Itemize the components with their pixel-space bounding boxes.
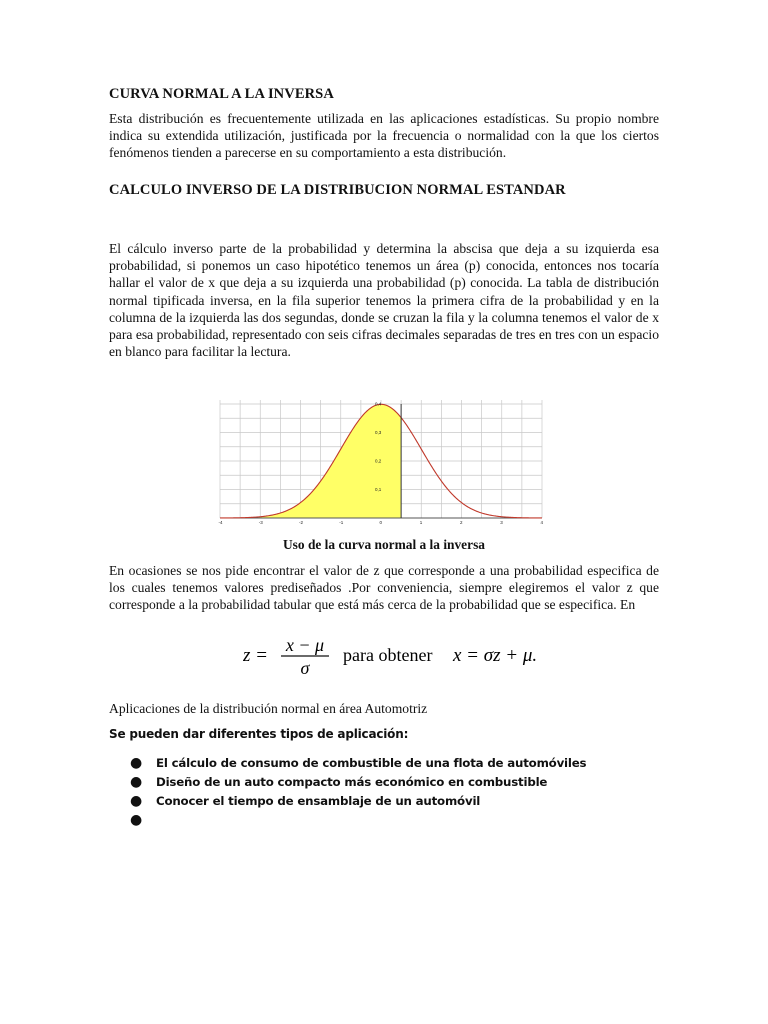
formula-rhs: x = σz + μ. <box>453 645 538 666</box>
list-item: ● Diseño de un auto compacto más económico en combustible <box>130 774 548 790</box>
formula-numerator: x − μ <box>285 635 325 655</box>
formula-denominator: σ <box>300 658 310 676</box>
x-tick-label: 3 <box>500 520 503 525</box>
figure-caption: Uso de la curva normal a la inversa <box>283 537 485 552</box>
apps-list <box>130 754 586 830</box>
heading-curva-normal: CURVA NORMAL A LA INVERSA <box>109 86 334 102</box>
x-tick-label: 1 <box>419 520 423 525</box>
bullet-icon: ● <box>130 793 143 809</box>
formula-z-lhs: z = <box>243 645 268 666</box>
y-tick-label: 0,2 <box>375 458 382 464</box>
bullet-icon: ● <box>130 774 143 790</box>
bullet-icon: ● <box>130 755 143 771</box>
y-tick-label: 0,3 <box>375 430 382 435</box>
x-tick-label: 4 <box>540 520 544 525</box>
normal-curve-chart <box>214 394 548 526</box>
paragraph-calculo: El cálculo inverso parte de la probabilidad y determina la abscisa que deja a su izquierda esa probabilidad, si ponemos un caso hipotético tenemos un área (p) conocida, entonces nos tocaría hallar el valor de x que deja a su izquierda una probabilidad (p) conocida. La tabla de distribución normal tipificada inversa, en la fila superior tenemos la primera cifra de la probabilidad y en la columna de la izquierda las dos segundas, donde se cruzan la fila y la columna tenemos el valor de x para esa probabilidad, representado con seis cifras decimales separadas de tres en tres con un espacio en blanco para facilitar la lectura. <box>109 241 659 360</box>
list-item <box>130 811 586 830</box>
x-tick-label: -3 <box>258 520 263 525</box>
y-tick-label: 0,1 <box>375 487 382 492</box>
paragraph-ocasiones: En ocasiones se nos pide encontrar el valor de z que corresponde a una probabilidad especifica de los cuales tenemos valores prediseñados .Por conveniencia, siempre elegiremos el valor z que corresponde a la probabilidad tabular que está más cerca de la probabilidad que se especifica. En <box>109 563 659 613</box>
y-tick-label: 0,4 <box>375 401 382 407</box>
formula-connector: para obtener <box>343 645 433 665</box>
apps-title: Aplicaciones de la distribución normal en área Automotriz <box>109 701 428 716</box>
apps-subtitle: Se pueden dar diferentes tipos de aplicación: <box>109 727 409 741</box>
x-tick-label: 2 <box>460 520 463 525</box>
x-tick-label: -1 <box>339 520 344 525</box>
bullet-icon: ● <box>130 812 143 828</box>
x-tick-label: -2 <box>299 520 304 525</box>
x-tick-label: -4 <box>218 520 223 525</box>
list-item: ● El cálculo de consumo de combustible de una flota de automóviles <box>130 755 587 771</box>
paragraph-intro: Esta distribución es frecuentemente utilizada en las aplicaciones estadísticas. Su propio nombre indica su extendida utilización, justificada por la frecuencia o normalidad con la que los ciertos fenómenos tienden a parecerse en su comportamiento a esta distribución. <box>109 111 659 161</box>
formula-equation <box>243 634 543 676</box>
x-tick-label: 0 <box>379 520 383 525</box>
list-item: ● Conocer el tiempo de ensamblaje de un automóvil <box>130 793 481 809</box>
heading-calculo-inverso: CALCULO INVERSO DE LA DISTRIBUCION NORMAL ESTANDAR <box>109 182 566 198</box>
